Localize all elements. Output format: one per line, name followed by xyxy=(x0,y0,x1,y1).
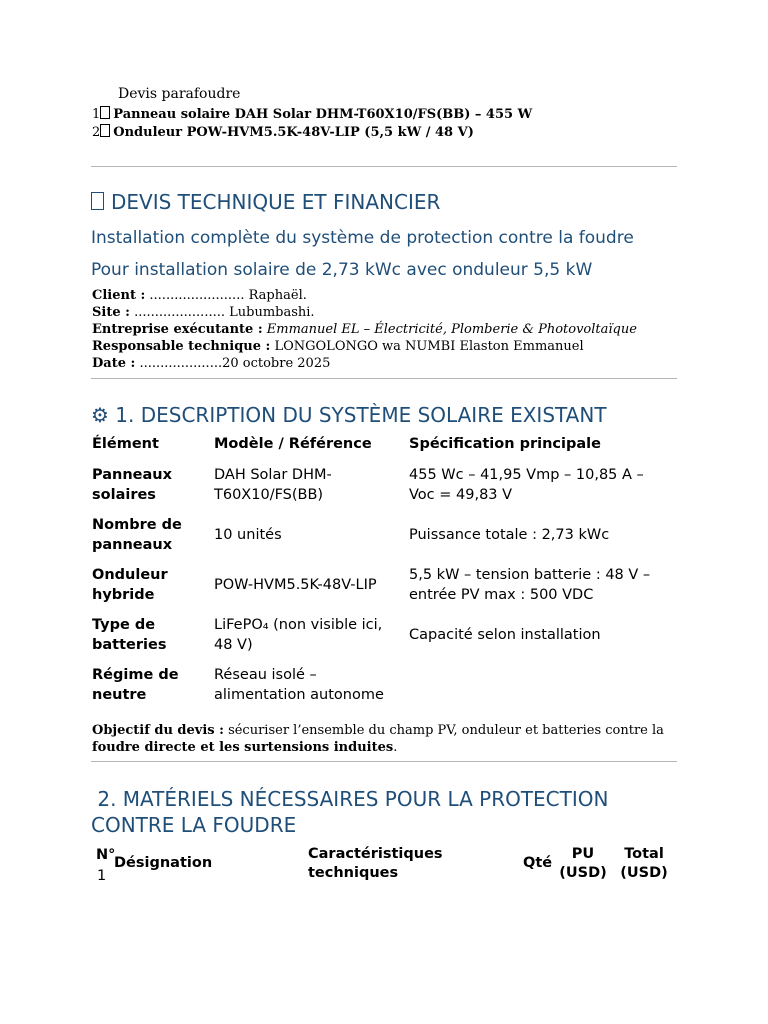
header-designation: Désignation xyxy=(114,855,213,871)
objectif-paragraph: Objectif du devis : sécuriser l’ensemble du champ PV, onduleur et batteries contre la foudre directe et les surtensions induites. xyxy=(92,723,664,755)
header-item-2 xyxy=(92,124,474,140)
table-row: Type de batteries LiFePO₄ (non visible ici, 48 V) Capacité selon installation xyxy=(92,617,601,653)
header-caracteristiques: Caractéristiques techniques xyxy=(308,846,443,881)
header-spec: Spécification principale xyxy=(409,436,601,452)
item-text: Onduleur POW-HVM5.5K-48V-LIP (5,5 kW / 48 V) xyxy=(113,125,474,140)
table-header-row xyxy=(88,430,675,460)
meta-entreprise: Entreprise exécutante : Emmanuel EL – Électricité, Plomberie & Photovoltaïque xyxy=(92,322,637,337)
section-1-title: ⚙ 1. DESCRIPTION DU SYSTÈME SOLAIRE EXISTANT xyxy=(91,403,607,427)
table-row: Nombre de panneaux 10 unités Puissance totale : 2,73 kWc xyxy=(92,517,610,553)
keycap-icon xyxy=(100,106,110,119)
table-row: Panneaux solaires DAH Solar DHM-T60X10/FS(BB) 455 Wc – 41,95 Vmp – 10,85 A – Voc = 49,83 V xyxy=(92,467,644,503)
divider xyxy=(91,761,677,762)
table-row: Onduleur hybride POW-HVM5.5K-48V-LIP 5,5 kW – tension batterie : 48 V – entrée PV max : 500 VDC xyxy=(92,567,651,603)
item-text: Panneau solaire DAH Solar DHM-T60X10/FS(BB) – 455 W xyxy=(113,107,533,122)
divider xyxy=(91,166,677,167)
materials-row-number: 1 xyxy=(97,868,107,884)
header-model: Modèle / Référence xyxy=(214,436,372,452)
header-element: Élément xyxy=(92,436,159,452)
title-text: DEVIS TECHNIQUE ET FINANCIER xyxy=(111,190,441,214)
header-pu: PU (USD) xyxy=(559,846,607,881)
item-number: 1 xyxy=(92,107,101,122)
item-number: 2 xyxy=(92,125,101,140)
meta-date: Date : ....................20 octobre 2025 xyxy=(92,356,331,371)
table-row: Régime de neutre Réseau isolé – alimentation autonome xyxy=(92,667,384,703)
header-num: N° xyxy=(96,847,116,863)
missing-glyph-icon xyxy=(91,192,104,210)
document-intro: Devis parafoudre xyxy=(118,86,241,102)
meta-responsable: Responsable technique : LONGOLONGO wa NUMBI Elaston Emmanuel xyxy=(92,339,584,354)
meta-site: Site : ...................... Lubumbashi. xyxy=(92,305,315,320)
header-total: Total (USD) xyxy=(620,846,668,881)
meta-client: Client : ....................... Raphaël. xyxy=(92,288,307,303)
system-description-table xyxy=(88,430,675,710)
section-2-title: 2. MATÉRIELS NÉCESSAIRES POUR LA PROTECTION CONTRE LA FOUDRE xyxy=(91,787,609,837)
document-title xyxy=(91,190,440,214)
gear-icon: ⚙ xyxy=(91,403,109,427)
subtitle-2: Pour installation solaire de 2,73 kWc avec onduleur 5,5 kW xyxy=(91,260,593,280)
subtitle-1: Installation complète du système de protection contre la foudre xyxy=(91,228,634,248)
header-qte: Qté xyxy=(523,855,553,871)
keycap-icon xyxy=(100,124,110,137)
divider xyxy=(91,378,677,379)
header-item-1 xyxy=(92,106,532,122)
